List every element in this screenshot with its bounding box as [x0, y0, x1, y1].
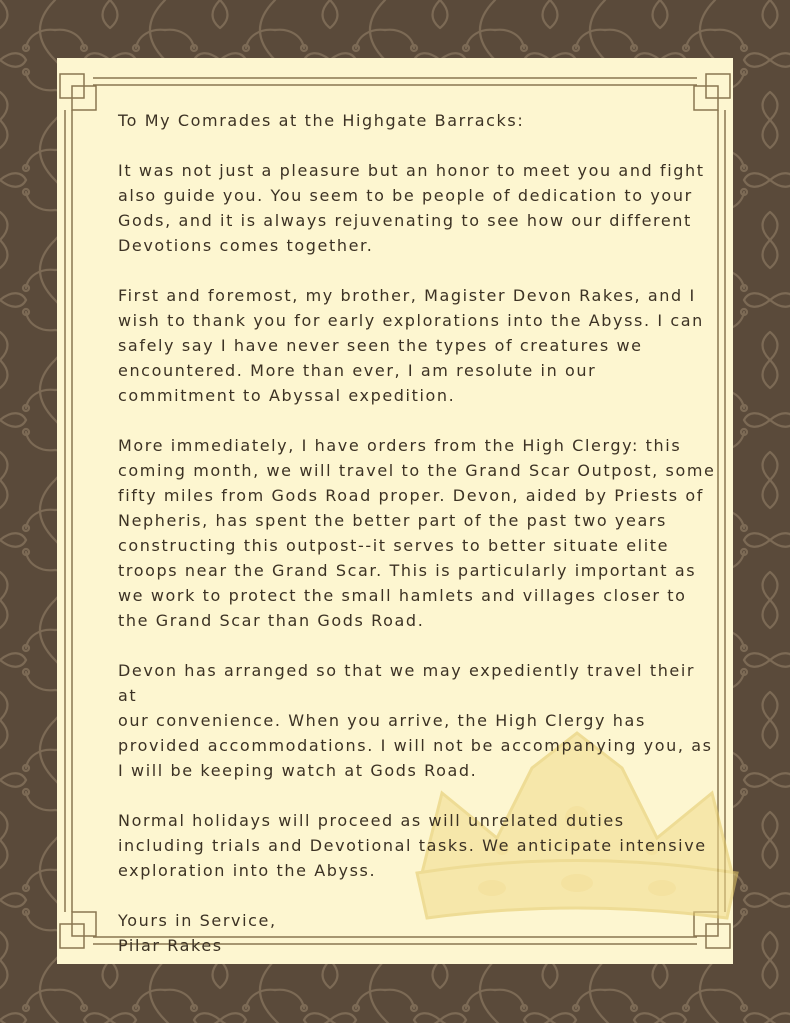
corner-ornament-top-right: [694, 74, 730, 110]
letter-closing: Yours in Service,: [118, 911, 277, 930]
letter-salutation: To My Comrades at the Highgate Barracks:: [118, 111, 525, 130]
corner-ornament-bottom-left: [60, 912, 96, 948]
letter-paper: [57, 58, 733, 964]
letter-paragraph-2: First and foremost, my brother, Magister Devon Rakes, and I wish to thank you for early explorations into the Abyss. I can safely say I have never seen the types of creatures we encountered. More than ever, I am resolute in our commitment to Abyssal expedition.: [118, 286, 704, 405]
letter-paragraph-1: It was not just a pleasure but an honor to meet you and fight also guide you. You seem to be people of dedication to your Gods, and it is always rejuvenating to see how our different Devotions comes together.: [118, 161, 705, 255]
letter-paragraph-4: Devon has arranged so that we may expediently travel their at our convenience. When you arrive, the High Clergy has provided accommodations. I will not be accompanying you, as I will be keeping watch at Gods Road.: [118, 661, 713, 780]
letter-paragraph-3: More immediately, I have orders from the High Clergy: this coming month, we will travel to the Grand Scar Outpost, some fifty miles from Gods Road proper. Devon, aided by Priests of Nepheris, has spent the better part of the past two years constructing this outpost--it serves to better situate elite troops near the Grand Scar. This is particularly important as we work to protect the small hamlets and villages closer to the Grand Scar than Gods Road.: [118, 436, 716, 630]
corner-ornament-top-left: [60, 74, 96, 110]
letter-signature: Pilar Rakes: [118, 936, 223, 955]
letter-body: [118, 108, 718, 958]
letter-paragraph-5: Normal holidays will proceed as will unrelated duties including trials and Devotional tasks. We anticipate intensive exploration into the Abyss.: [118, 811, 707, 880]
